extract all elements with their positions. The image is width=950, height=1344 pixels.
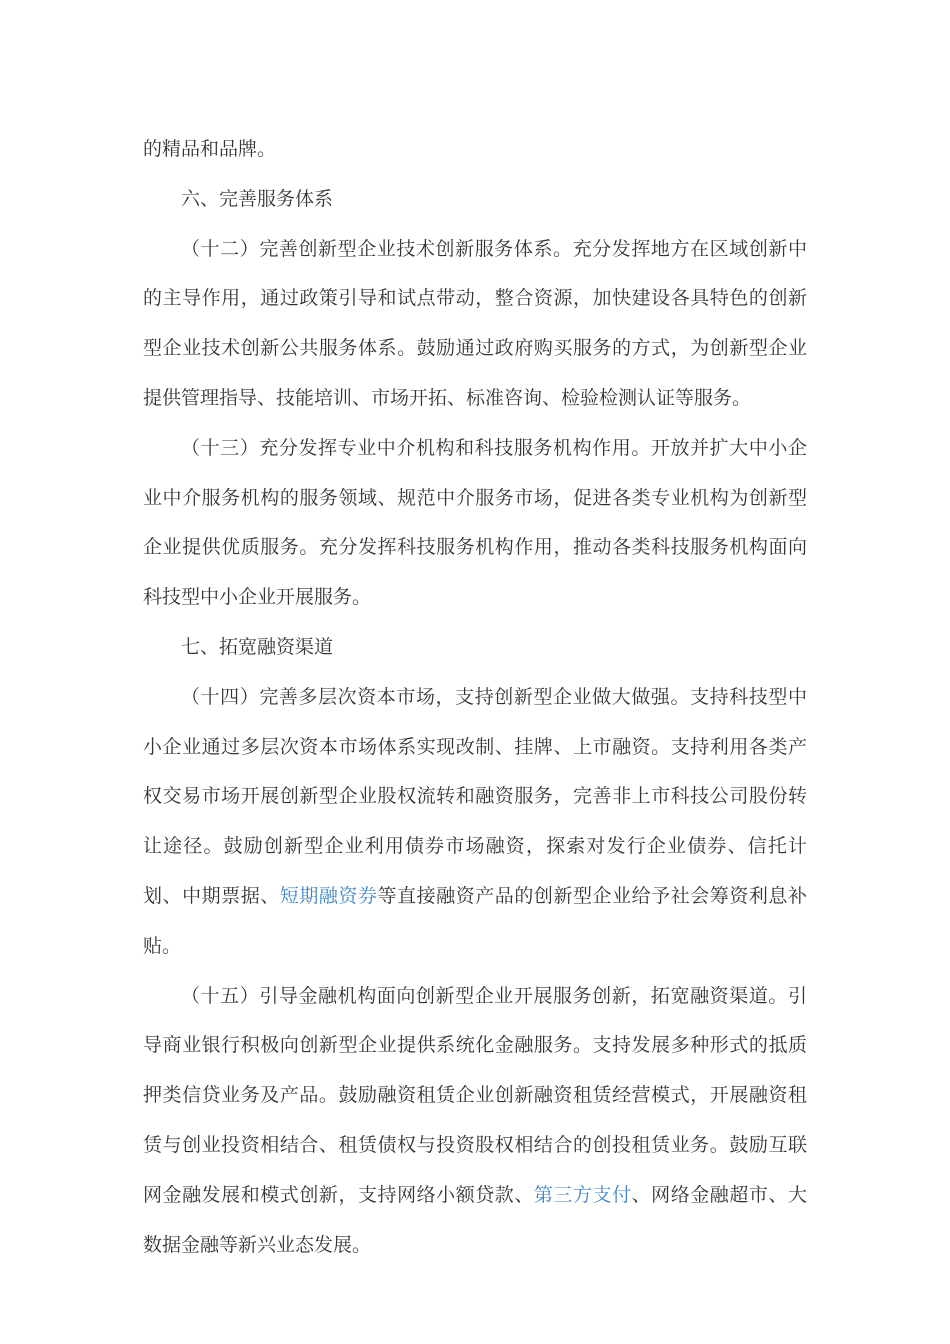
paragraph-15: [143, 972, 807, 1271]
paragraph-14: [143, 673, 807, 972]
section-heading-7: 七、拓宽融资渠道: [181, 635, 334, 658]
third-party-payment-link[interactable]: 第三方支付: [533, 1183, 632, 1206]
paragraph-13: （十三）充分发挥专业中介机构和科技服务机构作用。开放并扩大中小企业中介服务机构的服务领域、规范中介服务市场，促进各类专业机构为创新型企业提供优质服务。充分发挥科技服务机构作用，推动各类科技服务机构面向科技型中小企业开展服务。: [143, 436, 807, 609]
paragraph-15-text-b: 、网络金融超市、大数据金融等新兴业态发展。: [143, 1183, 807, 1256]
paragraph-12: （十二）完善创新型企业技术创新服务体系。充分发挥地方在区域创新中的主导作用，通过政策引导和试点带动，整合资源，加快建设各具特色的创新型企业技术创新公共服务体系。鼓励通过政府购买服务的方式，为创新型企业提供管理指导、技能培训、市场开拓、标准咨询、检验检测认证等服务。: [143, 237, 807, 409]
short-term-financing-bill-link[interactable]: 短期融资券: [279, 884, 378, 907]
paragraph-14-text-a: （十四）完善多层次资本市场，支持创新型企业做大做强。支持科技型中小企业通过多层次资本市场体系实现改制、挂牌、上市融资。支持利用各类产权交易市场开展创新型企业股权流转和融资服务，完善非上市科技公司股份转让途径。鼓励创新型企业利用债券市场融资，探索对发行企业债券、信托计划、中期票据、: [143, 685, 807, 907]
paragraph-15-text-a: （十五）引导金融机构面向创新型企业开展服务创新，拓宽融资渠道。引导商业银行积极向创新型企业提供系统化金融服务。支持发展多种形式的抵质押类信贷业务及产品。鼓励融资租赁企业创新融资租赁经营模式，开展融资租赁与创业投资相结合、租赁债权与投资股权相结合的创投租赁业务。鼓励互联网金融发展和模式创新，支持网络小额贷款、: [143, 984, 807, 1206]
section-heading-6: 六、完善服务体系: [181, 187, 334, 210]
paragraph-continuation: 的精品和品牌。: [143, 138, 277, 160]
paragraph-14-text-b: 等直接融资产品的创新型企业给予社会筹资利息补贴。: [143, 884, 807, 957]
document-body: [143, 125, 807, 1270]
